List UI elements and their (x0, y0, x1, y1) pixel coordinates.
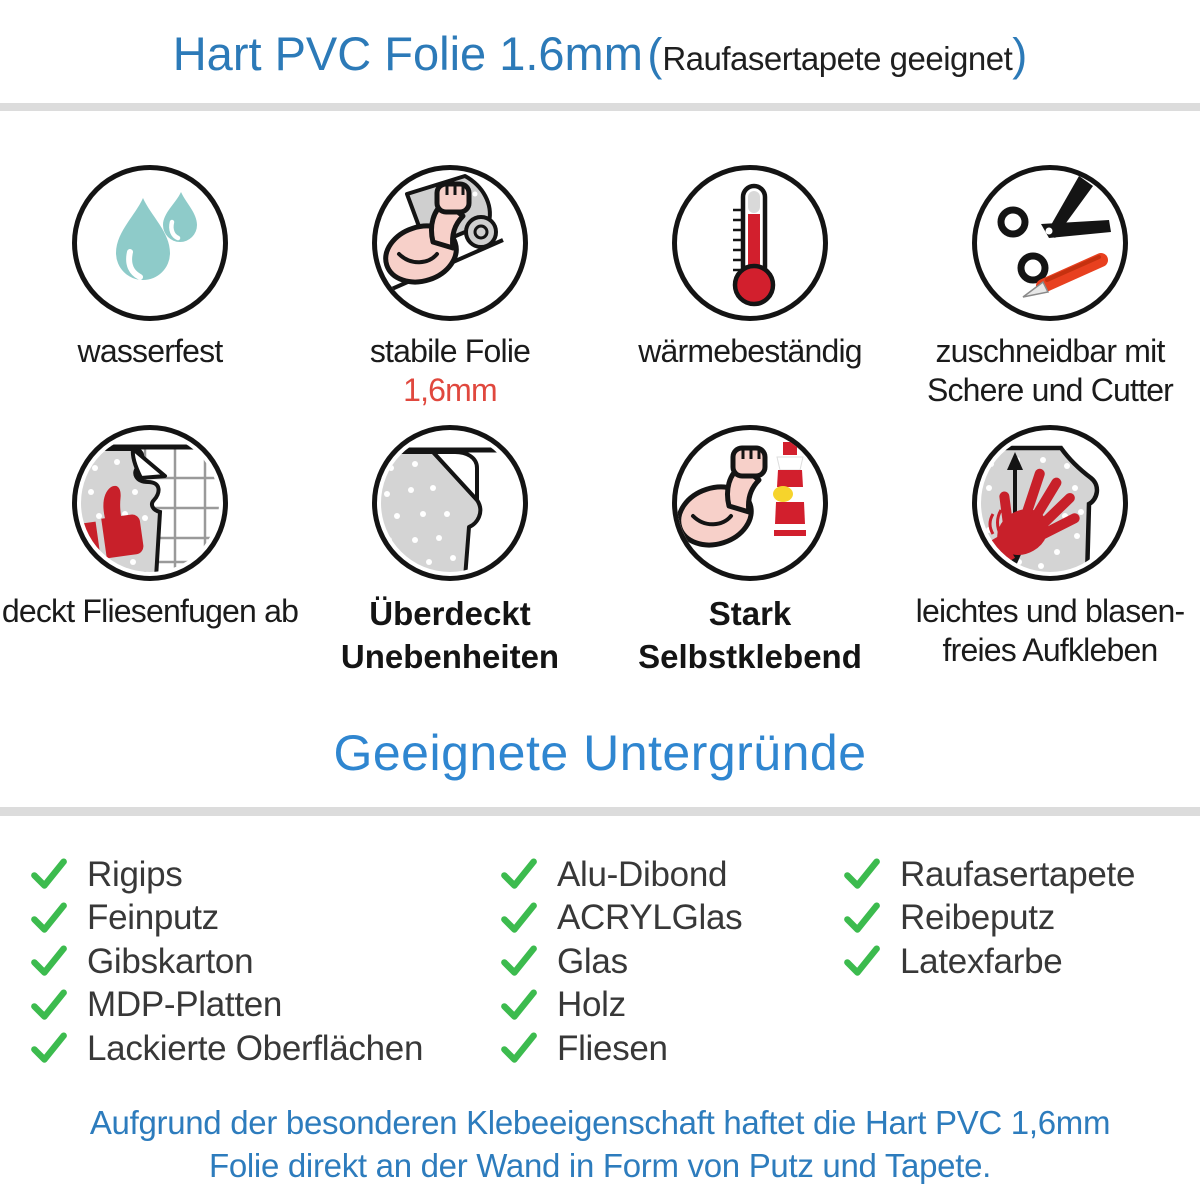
surfaces-heading: Geeignete Untergründe (333, 725, 867, 781)
check-icon (500, 1032, 538, 1065)
feature-aufkleben (900, 425, 1200, 670)
surfaces-column-1 (30, 853, 423, 1071)
title-note: Raufasertapete geeignet (662, 40, 1013, 77)
separator-bar-middle (0, 807, 1200, 816)
check-icon (843, 902, 881, 935)
feature-wasserfest (0, 165, 300, 371)
check-icon (30, 945, 68, 978)
thickness-value: 1,6mm (403, 372, 497, 408)
foil-fold-icon (372, 425, 528, 581)
check-icon (30, 989, 68, 1022)
feature-unebenheiten (300, 425, 600, 678)
list-item: Raufasertapete (843, 853, 1135, 897)
title-paren-open: ( (647, 29, 663, 80)
adhesive-note-line2: Folie direkt an der Wand in Form von Putz und Tapete. (208, 1147, 991, 1184)
title-paren-close: ) (1012, 29, 1028, 80)
thermometer-icon (672, 165, 828, 321)
feature-label: zuschneidbar mit Schere und Cutter (926, 333, 1174, 408)
list-item: Holz (500, 984, 742, 1028)
feature-label: wärmebeständig (638, 333, 862, 369)
scissors-cutter-icon (972, 165, 1128, 321)
check-icon (30, 1032, 68, 1065)
feature-selbstklebend (600, 425, 900, 678)
list-item: MDP-Platten (30, 984, 423, 1028)
list-item: Latexfarbe (843, 940, 1135, 984)
surfaces-column-3 (843, 853, 1135, 984)
list-item: Glas (500, 940, 742, 984)
water-drops-icon (72, 165, 228, 321)
feature-fliesenfugen (0, 425, 300, 631)
check-icon (30, 902, 68, 935)
hand-smoothing-icon (972, 425, 1128, 581)
feature-label: Stark Selbstklebend (638, 595, 862, 675)
adhesive-note (15, 1101, 1185, 1187)
separator-bar-top (0, 103, 1200, 111)
check-icon (843, 858, 881, 891)
feature-label: wasserfest (77, 333, 223, 369)
list-item: Gibskarton (30, 940, 423, 984)
list-item: Feinputz (30, 897, 423, 941)
adhesive-note-line1: Aufgrund der besonderen Klebeeigenschaft haftet die Hart PVC 1,6mm (89, 1104, 1111, 1141)
title-main: Hart PVC Folie 1.6mm (172, 27, 643, 80)
check-icon (843, 945, 881, 978)
strong-arm-foil-icon (372, 165, 528, 321)
page-title (0, 26, 1200, 81)
surfaces-column-2 (500, 853, 742, 1071)
check-icon (500, 989, 538, 1022)
list-item: Fliesen (500, 1027, 742, 1071)
feature-label: Überdeckt Unebenheiten (340, 595, 560, 675)
check-icon (500, 902, 538, 935)
feature-label: stabile Folie 1,6mm (369, 333, 531, 408)
feature-stabile-folie (300, 165, 600, 410)
arm-glue-tube-icon (672, 425, 828, 581)
list-item: Lackierte Oberflächen (30, 1027, 423, 1071)
list-item: Reibeputz (843, 897, 1135, 941)
feature-waermebestaendig (600, 165, 900, 371)
check-icon (500, 945, 538, 978)
list-item: ACRYLGlas (500, 897, 742, 941)
list-item: Rigips (30, 853, 423, 897)
check-icon (30, 858, 68, 891)
thumb-up-tiles-icon (72, 425, 228, 581)
list-item: Alu-Dibond (500, 853, 742, 897)
check-icon (500, 858, 538, 891)
feature-label: leichtes und blasen- freies Aufkleben (915, 593, 1185, 668)
feature-label: deckt Fliesenfugen ab (1, 593, 299, 629)
feature-zuschneidbar (900, 165, 1200, 410)
